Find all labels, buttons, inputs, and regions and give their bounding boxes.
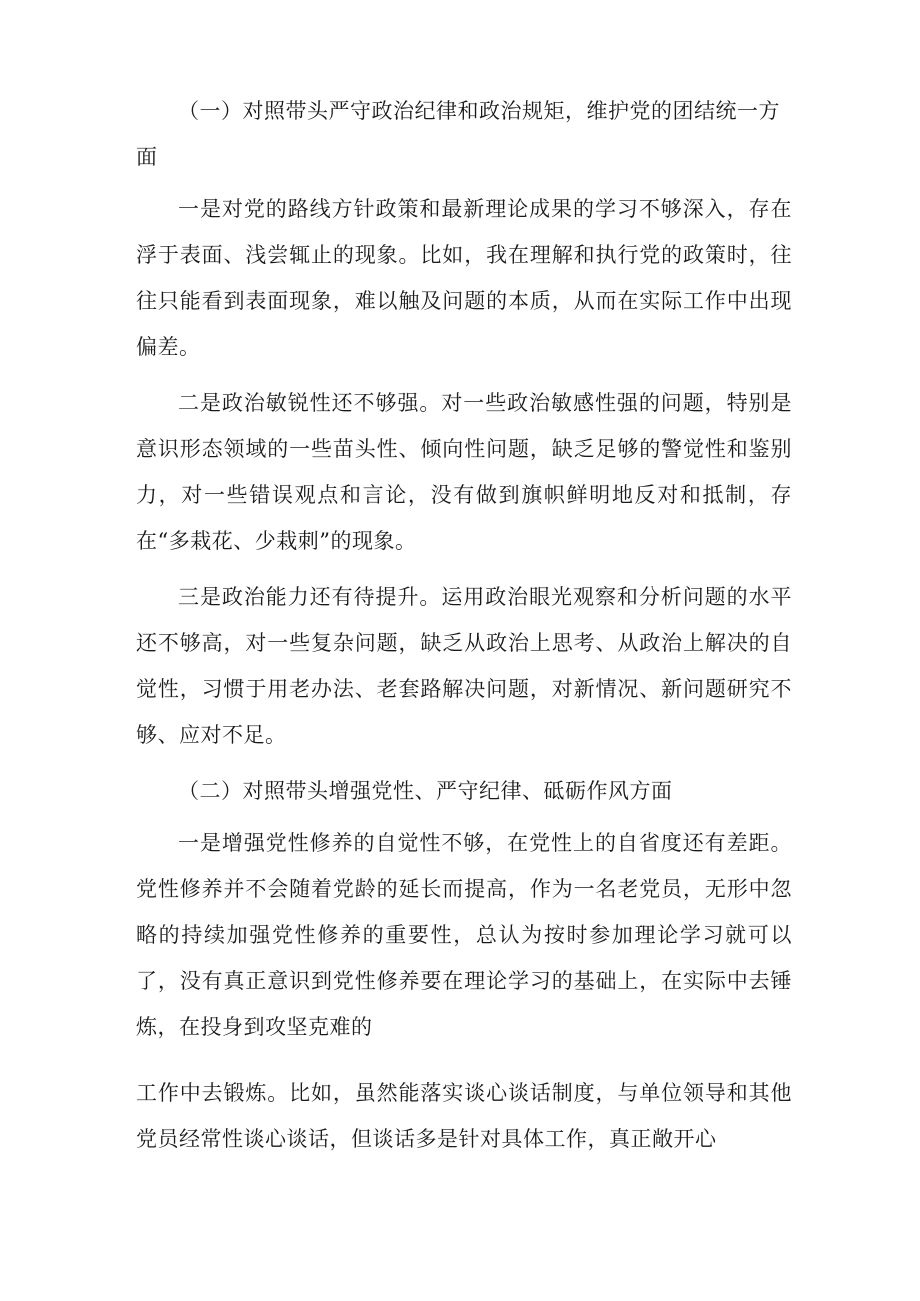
paragraph-2: 二是政治敏锐性还不够强。对一些政治敏感性强的问题，特别是意识形态领域的一些苗头性、倾向性问题，缺乏足够的警觉性和鉴别力，对一些错误观点和言论，没有做到旗帜鲜明地反对和抵制，存在“多栽花、少栽刺”的现象。	[136, 391, 792, 553]
paragraph-4: 一是增强党性修养的自觉性不够，在党性上的自省度还有差距。党性修养并不会随着党龄的延长而提高，作为一名老党员，无形中忽略的持续加强党性修养的重要性，总认为按时参加理论学习就可以了，没有真正意识到党性修养要在理论学习的基础上，在实际中去锤炼，在投身到攻坚克难的	[136, 831, 792, 1039]
paragraph-1: 一是对党的路线方针政策和最新理论成果的学习不够深入，存在浮于表面、浅尝辄止的现象。比如，我在理解和执行党的政策时，往往只能看到表面现象，难以触及问题的本质，从而在实际工作中出现偏差。	[136, 197, 792, 359]
document-body	[136, 88, 792, 1162]
section-heading-1: （一）对照带头严守政治纪律和政治规矩，维护党的团结统一方面	[136, 99, 780, 169]
paragraph-3: 三是政治能力还有待提升。运用政治眼光观察和分析问题的水平还不够高，对一些复杂问题，缺乏从政治上思考、从政治上解决的自觉性，习惯于用老办法、老套路解决问题，对新情况、新问题研究不够、应对不足。	[136, 585, 792, 747]
paragraph-4-continued: 工作中去锻炼。比如，虽然能落实谈心谈话制度，与单位领导和其他党员经常性谈心谈话，但谈话多是针对具体工作，真正敞开心	[136, 1081, 792, 1151]
section-heading-2: （二）对照带头增强党性、严守纪律、砥砺作风方面	[178, 779, 673, 803]
